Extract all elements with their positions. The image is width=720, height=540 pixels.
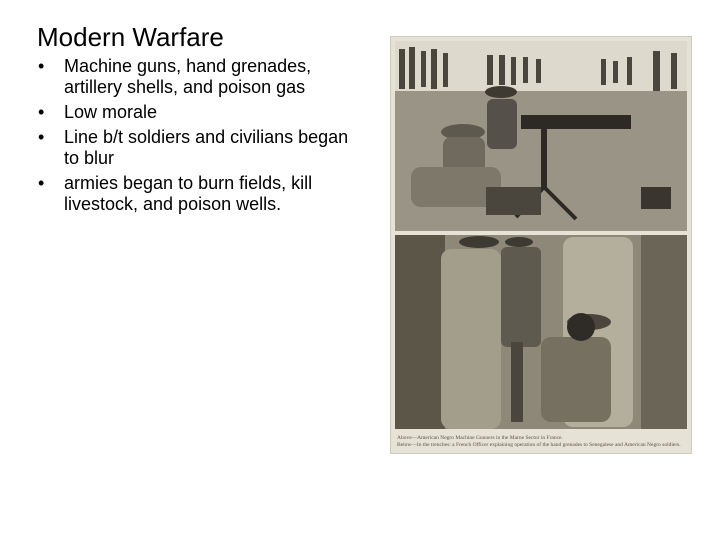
bullet-dot: • <box>38 102 45 122</box>
bullet-item <box>30 56 360 98</box>
bottom-photo <box>395 235 687 429</box>
bullet-dot: • <box>38 127 45 147</box>
bullet-text: Line b/t soldiers and civilians began to blur <box>64 127 349 168</box>
bullet-item <box>30 127 360 169</box>
photo-caption <box>397 435 685 448</box>
bullet-dot: • <box>38 56 45 76</box>
bullet-list <box>30 56 360 219</box>
bullet-text: Low morale <box>64 102 158 122</box>
slide-title: Modern Warfare <box>37 22 224 52</box>
bullet-dot: • <box>38 173 45 193</box>
bullet-item <box>30 173 360 215</box>
bullet-text: Machine guns, hand grenades, artillery shells, and poison gas <box>64 56 312 97</box>
caption-line: Above—American Negro Machine Gunners in the Marne Sector in France. <box>397 435 563 441</box>
historical-photo <box>390 36 692 454</box>
photo-illustration <box>391 37 691 453</box>
bullet-text: armies began to burn fields, kill livestock, and poison wells. <box>64 173 313 214</box>
top-photo <box>395 41 687 231</box>
bullet-item <box>30 102 360 123</box>
caption-line: Below—In the trenches: a French Officer explaining operation of the hand grenades to Senegalese and American Negro soldiers. <box>397 441 681 448</box>
